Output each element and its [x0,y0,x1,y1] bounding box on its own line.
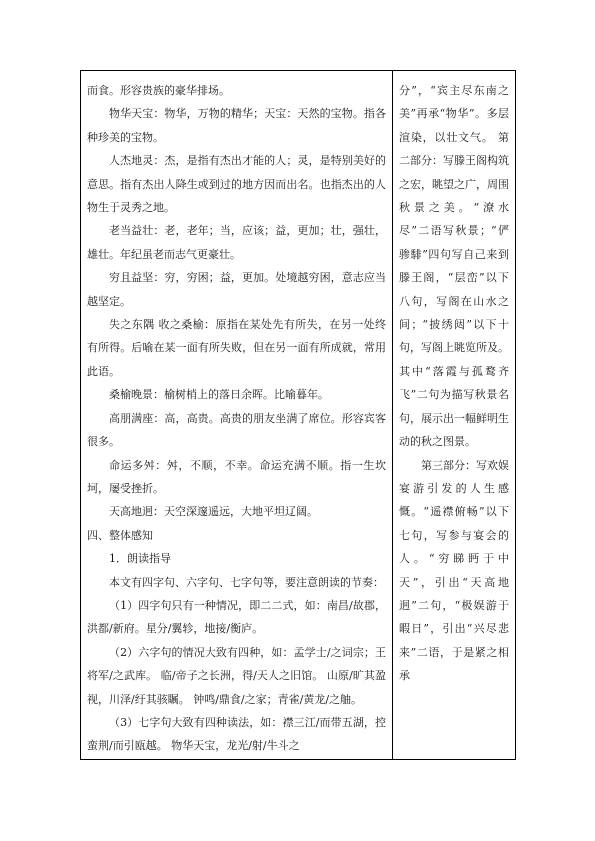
content-table [80,70,516,760]
side-notes-column [399,79,509,688]
paragraph: 本文有四字句、六字句、七字句等，要注意朗读的节奏： [109,575,384,589]
paragraph: （1）四字句只有一种情况，即二二式，如：南昌/故郡，洪都/新府。星分/翼轸，地接/衡庐。 [87,598,386,636]
paragraph: 高朋满座：高，高贵。高贵的朋友坐满了席位。形容宾客很多。 [87,411,386,449]
paragraph: 天高地迥：天空深邃遥远，大地平坦辽阔。 [109,505,318,519]
paragraph: 1．朗读指导 [109,552,171,566]
paragraph: 人杰地灵：杰，是指有杰出才能的人；灵，是特别美好的意思。指有杰出人降生或到过的地方因而出名。也指杰出的人物生于灵秀之地。 [87,154,386,215]
paragraph: 物华天宝：物华，万物的精华；天宝：天然的宝物。指各种珍美的宝物。 [87,107,386,144]
paragraph: 桑榆晚景：榆树梢上的落日余晖。比喻暮年。 [109,388,329,402]
main-text-column [87,79,386,758]
paragraph: 而食。形容贵族的豪华排场。 [87,84,230,97]
column-divider [392,71,393,759]
paragraph: 穷且益坚：穷，穷困；益，更加。处境越穷困，意志应当越坚定。 [87,271,386,308]
paragraph: 命运多舛：舛，不顺，不幸。命运充满不顺。指一生坎坷，屡受挫折。 [87,458,386,495]
note-paragraph: 分”，“宾主尽东南之美”再承“物华”。多层渲染，以壮文气。 第二部分：写滕王阁构筑之宏，眺望之广，周围秋景之美。“潦水尽”二语写秋景；“俨骖騑”四句写自己来到滕王阁，“层峦”以下八句，写阁在山水之间；“披绣闼”以下十句，写阁上眺览所及。其中“落霞与孤鹜齐飞”二句为描写秋景名句，展示出一幅鲜明生动的秋之图景。 [399,84,509,449]
paragraph: （2）六字句的情况大致有四种，如：孟学士/之词宗；王将军/之武库。 临/帝子之长洲，得/天人之旧馆。 山原/旷其盈视，川泽/纡其骇瞩。 钟鸣/鼎食/之家；青雀/黄龙/之舳。 [87,645,386,706]
paragraph: 失之东隅 收之桑榆：原指在某处先有所失，在另一处终有所得。后喻在某一面有所失败，但在另一面有所成就，常用此语。 [87,318,386,378]
paragraph: （3）七字句大致有四种读法，如：襟三江/而带五湖，控蛮荆/而引瓯越。 物华天宝，龙光/射/牛斗之 [87,715,386,753]
paragraph: 老当益壮：老，老年；当，应该；益，更加；壮，强壮，雄壮。年纪虽老而志气更豪壮。 [87,224,386,261]
note-paragraph: 第三部分：写欢娱宴游引发的人生感慨。“遥襟俯畅”以下七句，写参与宴会的人。“穷睇眄于中天”，引出“天高地迥”二句，“极娱游于暇日”，引出“兴尽悲来”二语，于是紧之相承 [399,458,509,683]
paragraph: 四、整体感知 [87,528,153,542]
